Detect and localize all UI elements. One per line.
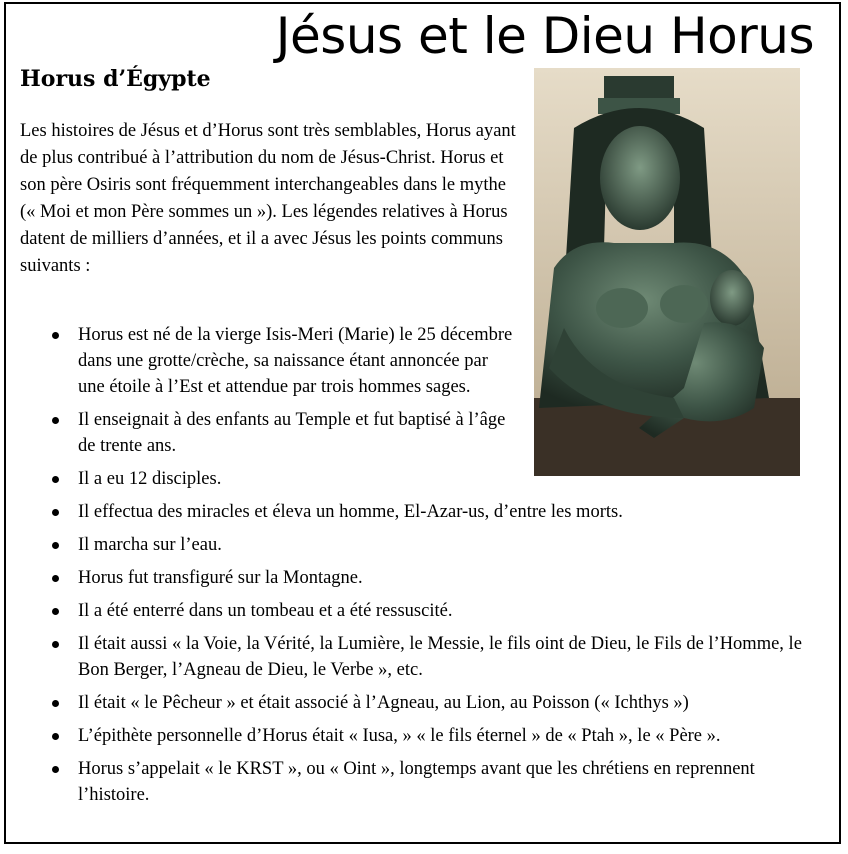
list-item: L’épithète personnelle d’Horus était « Iusa, » « le fils éternel » de « Ptah », le « Père ». [20, 723, 820, 749]
list-item: Horus fut transfiguré sur la Montagne. [20, 565, 820, 591]
list-item: Horus s’appelait « le KRST », ou « Oint », longtemps avant que les chrétiens en reprennent l’histoire. [20, 756, 820, 808]
list-item: Il marcha sur l’eau. [20, 532, 820, 558]
list-item: Il était « le Pêcheur » et était associé à l’Agneau, au Lion, au Poisson (« Ichthys ») [20, 690, 820, 716]
list-item: Horus est né de la vierge Isis-Meri (Marie) le 25 décembre dans une grotte/crèche, sa naissance étant annoncée par une étoile à l’Est et attendue par trois hommes sages. [20, 322, 518, 400]
list-item: Il enseignait à des enfants au Temple et fut baptisé à l’âge de trente ans. [20, 407, 518, 459]
points-list [20, 322, 820, 815]
list-item: Il était aussi « la Voie, la Vérité, la Lumière, le Messie, le fils oint de Dieu, le Fils de l’Homme, le Bon Berger, l’Agneau de Dieu, le Verbe », etc. [20, 631, 820, 683]
list-item: Il a été enterré dans un tombeau et a été ressuscité. [20, 598, 820, 624]
section-heading: Horus d’Égypte [20, 66, 211, 92]
document-frame [4, 2, 841, 844]
intro-paragraph: Les histoires de Jésus et d’Horus sont très semblables, Horus ayant de plus contribué à l’attribution du nom de Jésus-Christ. Horus et son père Osiris sont fréquemment interchangeables dans le mythe (« Moi et mon Père sommes un »). Les légendes relatives à Horus datent de milliers d’années, et il a avec Jésus les points communs suivants : [20, 121, 516, 276]
list-item: Il a eu 12 disciples. [20, 466, 820, 492]
list-item: Il effectua des miracles et éleva un homme, El-Azar-us, d’entre les morts. [20, 499, 820, 525]
page-title: Jésus et le Dieu Horus [275, 7, 814, 65]
